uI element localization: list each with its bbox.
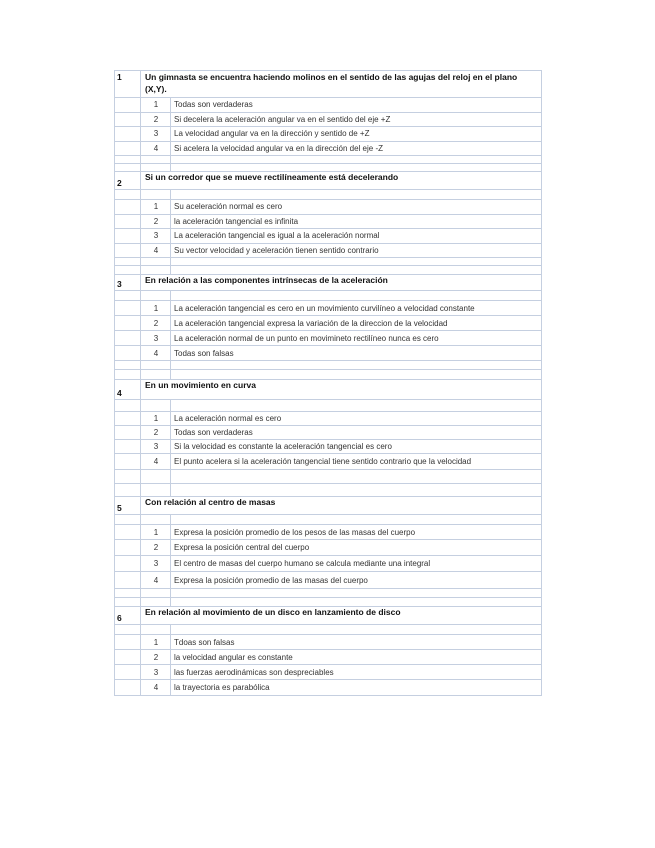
question-text: Con relación al centro de masas bbox=[145, 497, 276, 507]
option-text: Expresa la posición promedio de las masas del cuerpo bbox=[174, 575, 368, 585]
question-row bbox=[114, 380, 542, 400]
option-row bbox=[114, 331, 542, 346]
option-row bbox=[114, 98, 542, 113]
option-row bbox=[114, 540, 542, 556]
option-number: 1 bbox=[153, 100, 159, 110]
option-row bbox=[114, 346, 542, 361]
option-row bbox=[114, 572, 542, 589]
option-number: 4 bbox=[153, 245, 159, 255]
option-row bbox=[114, 454, 542, 470]
option-number: 4 bbox=[153, 575, 159, 585]
spacer-row bbox=[114, 361, 542, 370]
option-text: las fuerzas aerodinámicas son despreciables bbox=[174, 667, 334, 677]
option-text: Todas son verdaderas bbox=[174, 100, 253, 110]
option-number: 1 bbox=[153, 637, 159, 647]
option-text: Si acelera la velocidad angular va en la dirección del eje -Z bbox=[174, 143, 384, 153]
option-row bbox=[114, 412, 542, 426]
option-row bbox=[114, 244, 542, 259]
quiz-sheet bbox=[114, 70, 542, 696]
option-text: Todas son verdaderas bbox=[174, 428, 253, 437]
option-number: 2 bbox=[153, 114, 159, 124]
option-row bbox=[114, 635, 542, 650]
option-number: 1 bbox=[153, 414, 159, 423]
question-text: En relación a las componentes intrínsecas de la aceleración bbox=[145, 275, 388, 285]
option-text: La velocidad angular va en la dirección y sentido de +Z bbox=[174, 129, 370, 139]
option-number: 3 bbox=[153, 129, 159, 139]
option-text: La aceleración tangencial expresa la variación de la direccion de la velocidad bbox=[174, 318, 448, 328]
option-text: la aceleración tangencial es infinita bbox=[174, 216, 299, 226]
option-text: la velocidad angular es constante bbox=[174, 652, 293, 662]
option-number: 3 bbox=[153, 333, 159, 343]
option-row bbox=[114, 229, 542, 244]
question-text: Si un corredor que se mueve rectilíneamente está decelerando bbox=[145, 172, 399, 182]
spacer-row bbox=[114, 291, 542, 301]
option-text: La aceleración tangencial es igual a la aceleración normal bbox=[174, 231, 380, 241]
option-row bbox=[114, 142, 542, 157]
option-text: la trayectoria es parabólica bbox=[174, 683, 270, 692]
option-row bbox=[114, 440, 542, 454]
spacer-row bbox=[114, 400, 542, 412]
option-row bbox=[114, 665, 542, 680]
option-row bbox=[114, 650, 542, 665]
spacer-row bbox=[114, 470, 542, 484]
question-row bbox=[114, 70, 542, 98]
option-row bbox=[114, 680, 542, 696]
question-row bbox=[114, 607, 542, 625]
question-text: Un gimnasta se encuentra haciendo molinos en el sentido de las agujas del reloj en el plano (X,Y). bbox=[145, 72, 518, 94]
question-row bbox=[114, 275, 542, 291]
option-row bbox=[114, 426, 542, 440]
question-text: En un movimiento en curva bbox=[145, 380, 256, 390]
question-number: 1 bbox=[117, 72, 122, 82]
question-row bbox=[114, 497, 542, 515]
spacer-row bbox=[114, 258, 542, 266]
option-row bbox=[114, 556, 542, 572]
option-number: 2 bbox=[153, 652, 159, 662]
option-text: La aceleración normal es cero bbox=[174, 414, 282, 423]
option-text: Tdoas son falsas bbox=[174, 637, 235, 647]
option-number: 2 bbox=[153, 543, 159, 552]
option-number: 4 bbox=[153, 348, 159, 358]
option-text: Expresa la posición central del cuerpo bbox=[174, 543, 310, 552]
option-number: 3 bbox=[153, 559, 159, 568]
option-text: Todas son falsas bbox=[174, 348, 234, 358]
spacer-row bbox=[114, 190, 542, 200]
option-number: 4 bbox=[153, 683, 159, 692]
question-row bbox=[114, 172, 542, 190]
option-text: La aceleración tangencial es cero en un movimiento curvilíneo a velocidad constante bbox=[174, 303, 475, 313]
option-text: Su aceleración normal es cero bbox=[174, 202, 283, 212]
spacer-row bbox=[114, 515, 542, 525]
option-number: 1 bbox=[153, 303, 159, 313]
option-number: 1 bbox=[153, 527, 159, 537]
spacer-row bbox=[114, 589, 542, 598]
option-row bbox=[114, 525, 542, 540]
option-text: Si la velocidad es constante la aceleración tangencial es cero bbox=[174, 442, 392, 451]
option-row bbox=[114, 127, 542, 142]
question-number: 2 bbox=[117, 178, 122, 188]
option-row bbox=[114, 215, 542, 230]
spacer-row bbox=[114, 156, 542, 164]
option-number: 2 bbox=[153, 318, 159, 328]
option-text: La aceleración normal de un punto en movimineto rectilíneo nunca es cero bbox=[174, 333, 439, 343]
option-row bbox=[114, 113, 542, 128]
option-number: 3 bbox=[153, 667, 159, 677]
option-text: Expresa la posición promedio de los pesos de las masas del cuerpo bbox=[174, 527, 416, 537]
option-number: 4 bbox=[153, 457, 159, 466]
question-text: En relación al movimiento de un disco en lanzamiento de disco bbox=[145, 607, 401, 617]
option-number: 3 bbox=[153, 442, 159, 451]
spacer-row bbox=[114, 625, 542, 635]
option-text: El punto acelera si la aceleración tangencial tiene sentido contrario que la velocidad bbox=[174, 457, 472, 466]
question-number: 4 bbox=[117, 388, 122, 398]
option-text: Su vector velocidad y aceleración tienen sentido contrario bbox=[174, 245, 379, 255]
option-number: 2 bbox=[153, 428, 159, 437]
question-number: 6 bbox=[117, 613, 122, 623]
option-text: Si decelera la aceleración angular va en el sentido del eje +Z bbox=[174, 114, 391, 124]
question-number: 3 bbox=[117, 279, 122, 289]
option-text: El centro de masas del cuerpo humano se calcula mediante una integral bbox=[174, 559, 431, 568]
option-number: 3 bbox=[153, 231, 159, 241]
option-row bbox=[114, 200, 542, 215]
option-number: 1 bbox=[153, 202, 159, 212]
question-number: 5 bbox=[117, 503, 122, 513]
option-row bbox=[114, 301, 542, 316]
option-row bbox=[114, 316, 542, 331]
option-number: 2 bbox=[153, 216, 159, 226]
option-number: 4 bbox=[153, 143, 159, 153]
